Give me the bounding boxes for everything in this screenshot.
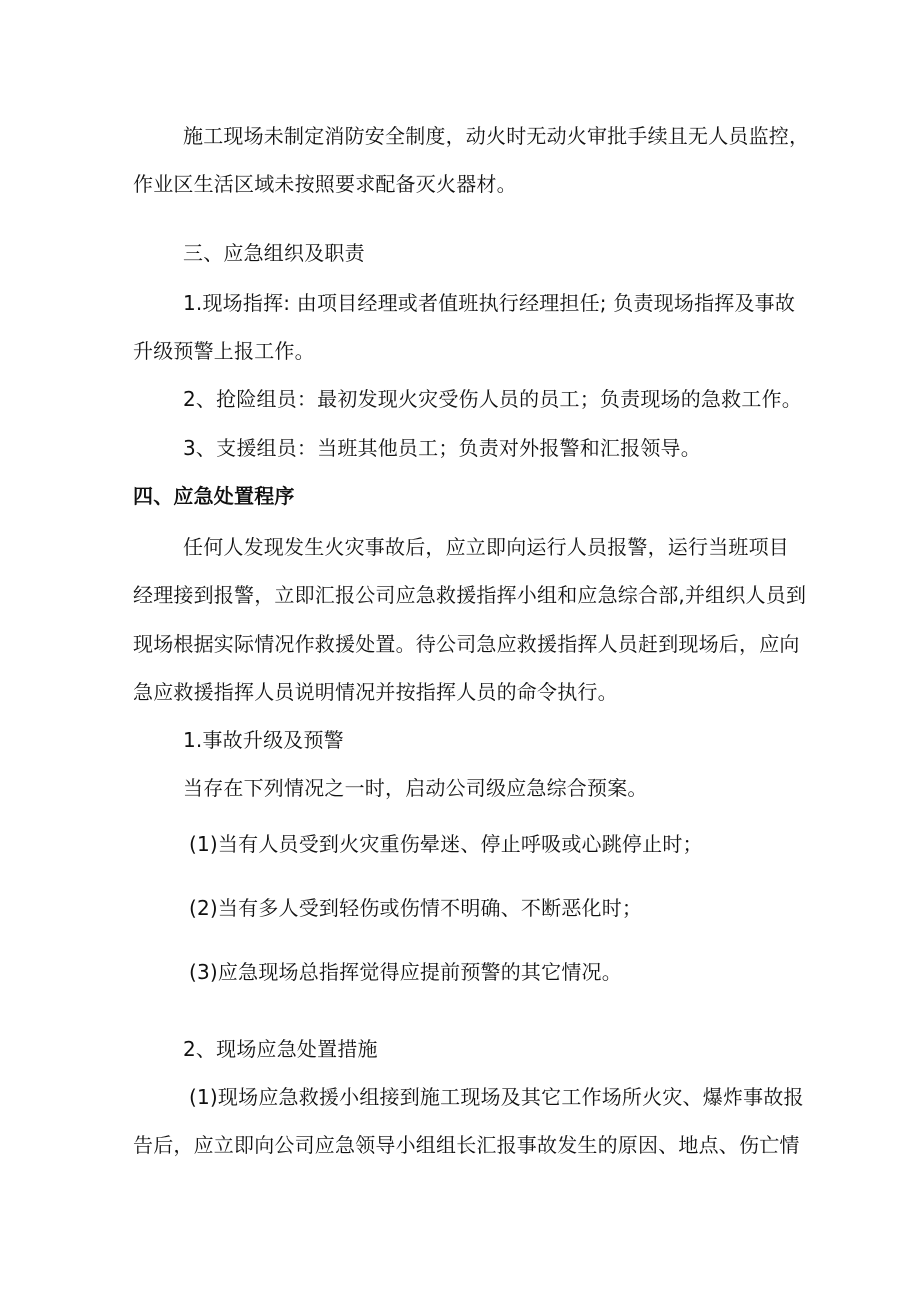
list-item: (2)当有多人受到轻伤或伤情不明确、不断恶化时； — [189, 896, 643, 920]
paragraph-line: 告后，应立即向公司应急领导小组组长汇报事故发生的原因、地点、伤亡情 — [133, 1133, 800, 1157]
paragraph-line: 3、支援组员：当班其他员工；负责对外报警和汇报领导。 — [183, 436, 701, 460]
paragraph-line: 升级预警上报工作。 — [133, 339, 315, 363]
paragraph-line: 急应救援指挥人员说明情况并按指挥人员的命令执行。 — [133, 680, 618, 704]
list-item: (1)当有人员受到火灾重伤晕迷、停止呼吸或心跳停止时； — [189, 832, 703, 856]
section-heading: 三、应急组织及职责 — [183, 241, 365, 265]
paragraph-line: 1.现场指挥: 由项目经理或者值班执行经理担任; 负责现场指挥及事故 — [183, 291, 796, 315]
paragraph-line: 施工现场未制定消防安全制度，动火时无动火审批手续且无人员监控， — [183, 124, 810, 148]
paragraph-line: (1)现场应急救援小组接到施工现场及其它工作场所火灾、爆炸事故报 — [189, 1085, 804, 1109]
paragraph-line: 2、抢险组员：最初发现火灾受伤人员的员工；负责现场的急救工作。 — [183, 387, 802, 411]
paragraph-line: 任何人发现发生火灾事故后，应立即向运行人员报警，运行当班项目 — [183, 535, 789, 559]
section-heading-bold: 四、应急处置程序 — [133, 484, 295, 508]
paragraph-line: 当存在下列情况之一时，启动公司级应急综合预案。 — [183, 776, 648, 800]
list-item: (3)应急现场总指挥觉得应提前预警的其它情况。 — [189, 960, 622, 984]
paragraph-line: 现场根据实际情况作救援处置。待公司急应救援指挥人员赶到现场后，应向 — [133, 632, 800, 656]
paragraph-line: 经理接到报警，立即汇报公司应急救援指挥小组和应急综合部,并组织人员到 — [133, 583, 807, 607]
subheading: 1.事故升级及预警 — [183, 728, 344, 752]
paragraph-line: 作业区生活区域未按照要求配备灭火器材。 — [133, 172, 517, 196]
subheading: 2、现场应急处置措施 — [183, 1037, 378, 1061]
